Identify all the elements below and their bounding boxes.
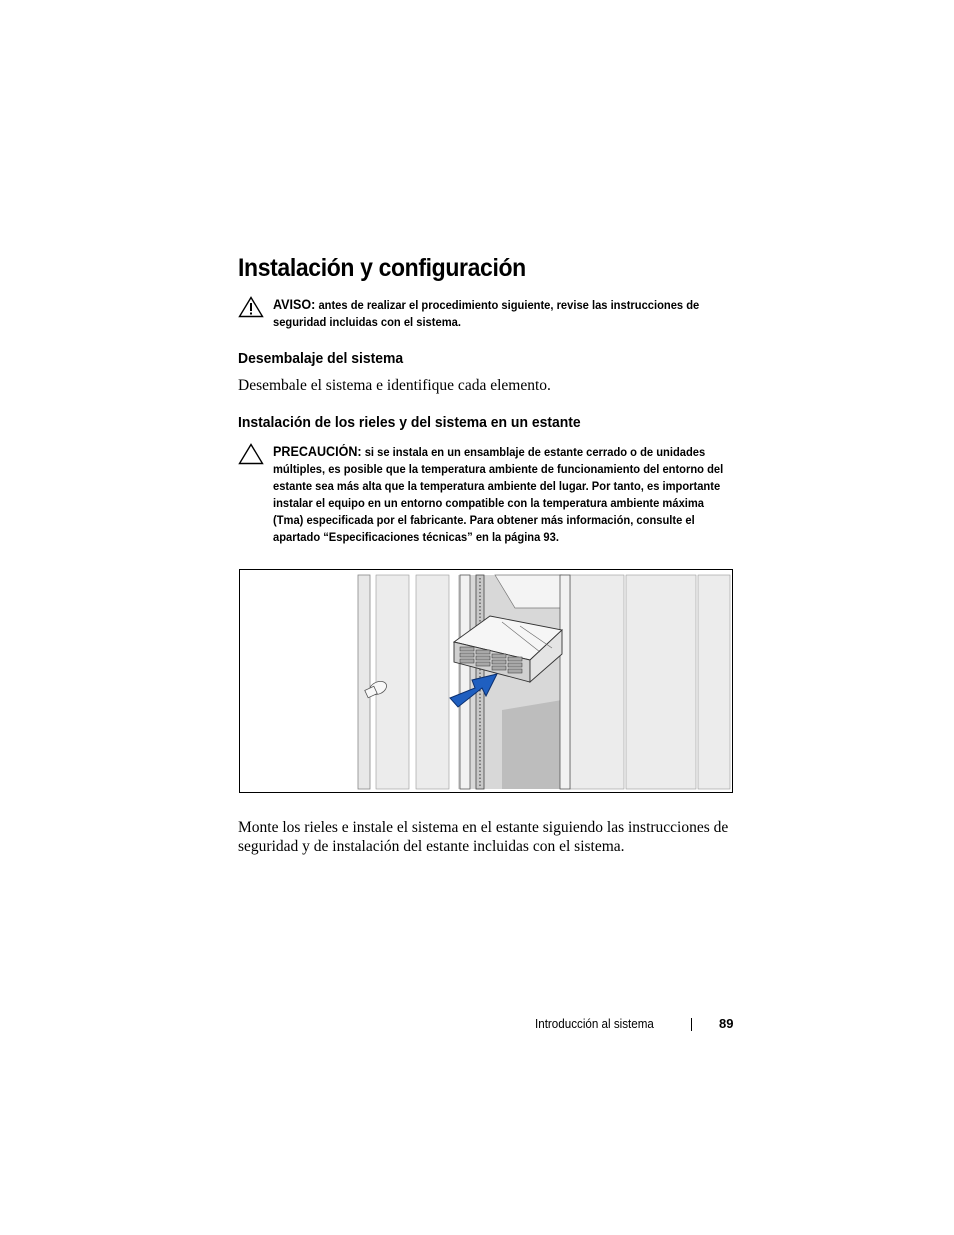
rack-installation-illustration (240, 570, 733, 793)
warning-label: AVISO: (273, 297, 316, 312)
page-title: Instalación y configuración (238, 254, 526, 282)
caution-label: PRECAUCIÓN: (273, 444, 362, 459)
unpack-paragraph: Desembale el sistema e identifique cada elemento. (238, 377, 551, 394)
footer-separator (691, 1018, 692, 1031)
caution-text (273, 443, 731, 546)
warning-text (273, 296, 731, 331)
mount-paragraph: Monte los rieles e instale el sistema en el estante siguiendo las instrucciones de seguridad y de instalación del estante incluidas con el sistema. (238, 819, 729, 855)
caution-body: si se instala en un ensamblaje de estante cerrado o de unidades múltiples, es posible que la temperatura ambiente de funcionamiento del entorno del estante sea más alta que la temperatura ambiente del lugar. Por tanto, es importante instalar el equipo en un entorno compatible con la temperatura ambiente máxima (Tma) especificada por el fabricante. Para obtener más información, consulte el apartado “Especificaciones técnicas” en la página 93. (273, 445, 724, 544)
warning-triangle-icon (238, 296, 264, 318)
footer-section-title: Introducción al sistema (535, 1017, 654, 1031)
section-heading-rails: Instalación de los rieles y del sistema en un estante (238, 414, 581, 431)
page-number: 89 (719, 1016, 734, 1031)
caution-notice (238, 443, 738, 553)
warning-body: antes de realizar el procedimiento siguiente, revise las instrucciones de seguridad incluidas con el sistema. (273, 298, 700, 329)
warning-notice (238, 296, 738, 336)
caution-triangle-icon (238, 443, 264, 465)
section-heading-unpack: Desembalaje del sistema (238, 350, 404, 367)
rack-installation-figure (239, 569, 733, 793)
